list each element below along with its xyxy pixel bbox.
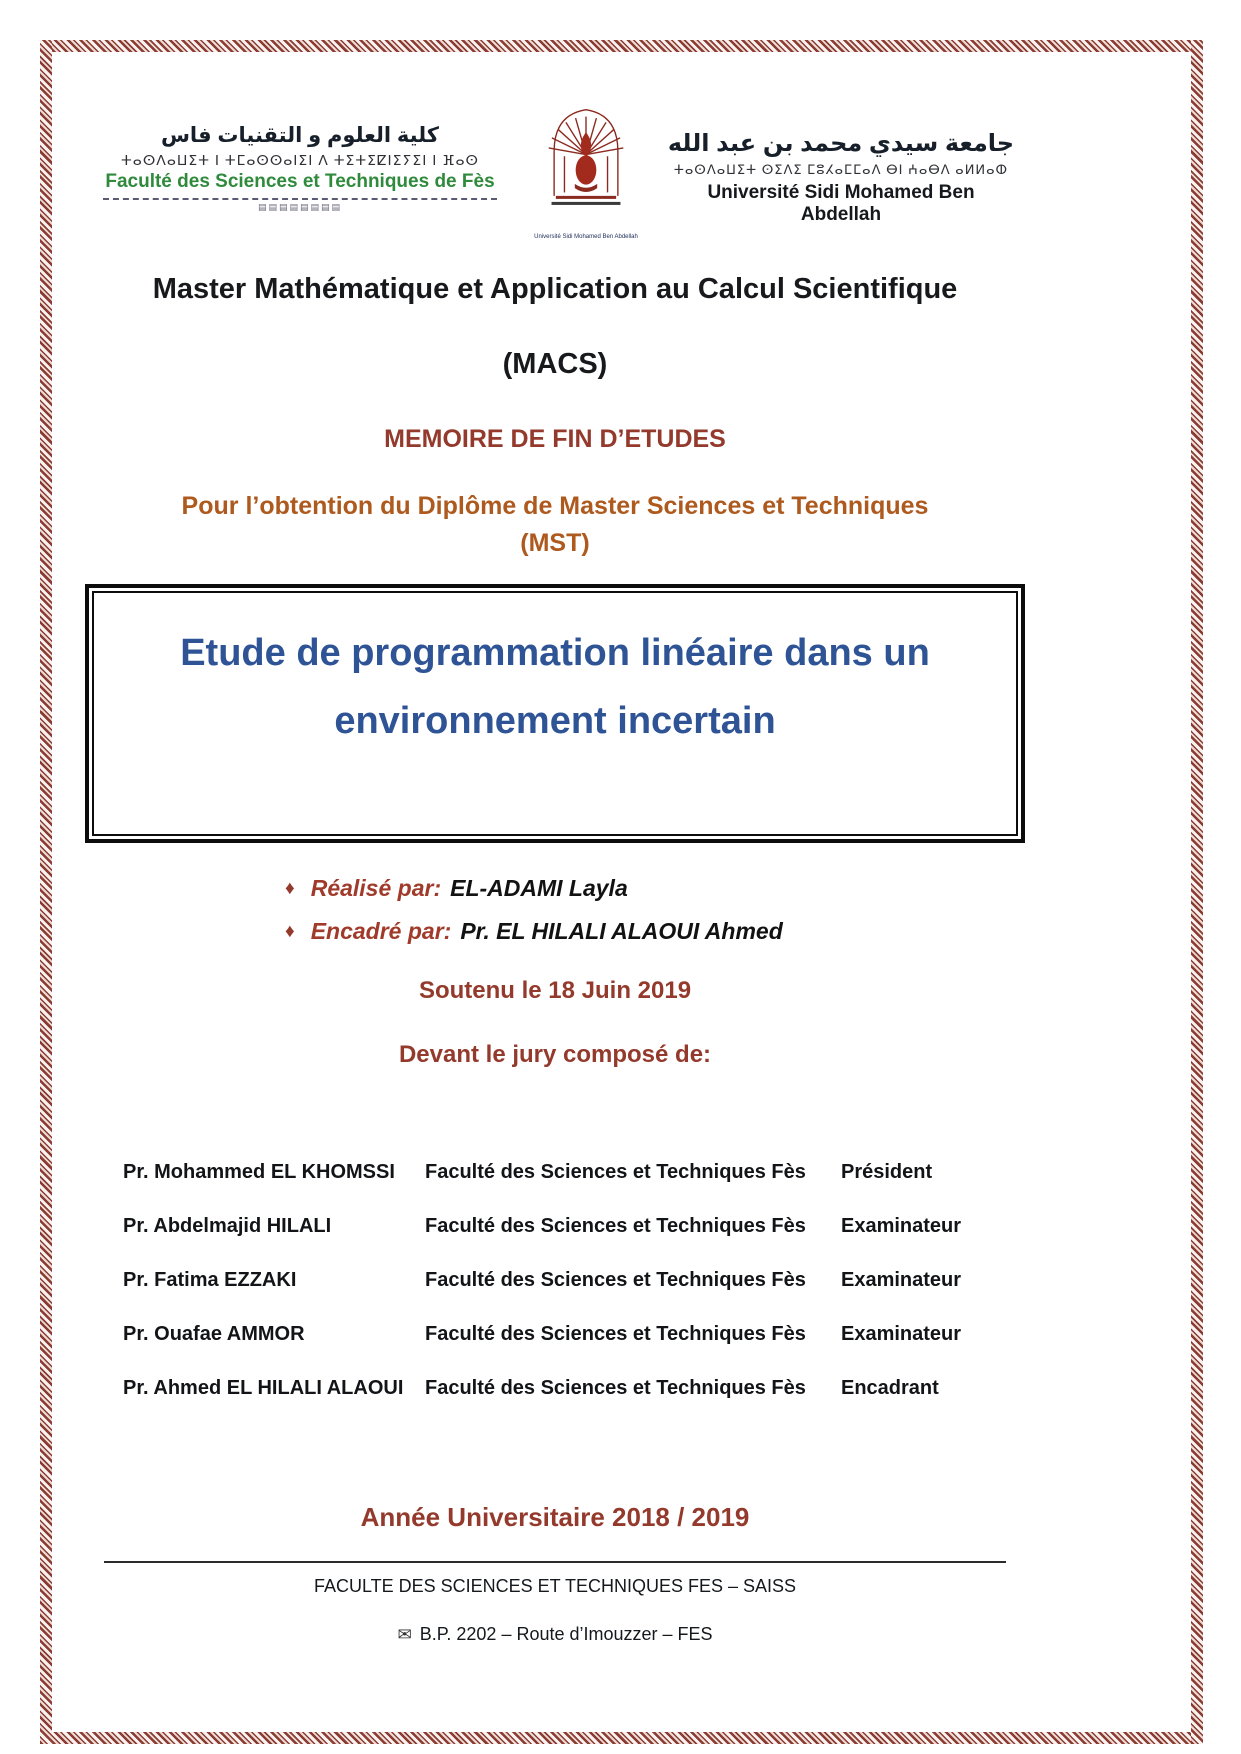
jury-member-name: Pr. Mohammed EL KHOMSSI (123, 1160, 395, 1183)
footer-divider (104, 1561, 1006, 1563)
logo-caption: Université Sidi Mohamed Ben Abdellah (534, 234, 638, 240)
jury-member-role: Encadrant (841, 1376, 939, 1399)
memoire-heading: MEMOIRE DE FIN D’ETUDES (384, 425, 726, 453)
author-name: EL-ADAMI Layla (450, 874, 628, 901)
diamond-bullet-icon: ♦ (285, 920, 295, 942)
thesis-title-box (85, 584, 1025, 843)
program-acronym: (MACS) (502, 348, 608, 380)
university-name-tifinagh: ⵜⴰⵙⴷⴰⵡⵉⵜ ⵙⵉⴷⵉ ⵎⵓⵃⴰⵎⵎⴰⴷ ⴱⵏ ⵄⴰⴱⴷ ⴰⵍⵍⴰⵀ (673, 162, 1009, 177)
faculty-name-arabic: كلية العلوم و التقنيات فاس (160, 124, 440, 147)
faculty-name-french: Faculté des Sciences et Techniques de Fès (105, 171, 495, 192)
faculty-name-tifinagh: ⵜⴰⵙⴷⴰⵡⵉⵜ ⵏ ⵜⵎⴰⵙⵙⴰⵏⵉⵏ ⴷ ⵜⵉⵜⵉⵇⵏⵉⵢⵉⵏ ⵏ ⴼⴰⵙ (121, 152, 479, 168)
jury-member-name: Pr. Ahmed EL HILALI ALAOUI (123, 1376, 404, 1399)
supervisor-row (285, 918, 1015, 945)
jury-member-role: Examinateur (841, 1268, 962, 1291)
author-label: Réalisé par: (310, 874, 442, 901)
program-title: Master Mathématique et Application au Calcul Scientifique (152, 273, 958, 305)
diamond-bullet-icon: ♦ (285, 877, 295, 899)
thesis-title-box-inner (92, 591, 1018, 836)
diploma-acronym: (MST) (520, 529, 590, 557)
university-name-arabic: جامعة سيدي محمد بن عبد الله (667, 130, 1015, 157)
mail-icon: ✉ (397, 1624, 412, 1644)
jury-member-faculty: Faculté des Sciences et Techniques Fès (425, 1376, 806, 1399)
jury-member-faculty: Faculté des Sciences et Techniques Fès (425, 1160, 806, 1183)
academic-year: Année Universitaire 2018 / 2019 (360, 1501, 750, 1532)
decorative-glyph-row: ▤▤▤▤▤▤▤▤ (257, 202, 343, 212)
author-row (285, 875, 1015, 902)
jury-member-faculty: Faculté des Sciences et Techniques Fès (425, 1268, 806, 1291)
jury-member-faculty: Faculté des Sciences et Techniques Fès (425, 1214, 806, 1237)
jury-member-name: Pr. Ouafae AMMOR (123, 1322, 305, 1345)
faculty-block (95, 95, 505, 213)
jury-heading: Devant le jury composé de: (398, 1040, 712, 1068)
jury-member-role: Examinateur (841, 1322, 962, 1345)
university-logo (527, 95, 645, 240)
defense-date: Soutenu le 18 Juin 2019 (418, 976, 692, 1004)
jury-row (123, 1269, 1015, 1292)
supervisor-label: Encadré par: (310, 917, 452, 944)
jury-table (123, 1161, 1015, 1400)
jury-row (123, 1215, 1015, 1238)
jury-row (123, 1161, 1015, 1184)
jury-member-role: Président (841, 1160, 933, 1183)
decorative-separator-line (103, 198, 497, 200)
university-block (667, 95, 1015, 226)
supervisor-name: Pr. EL HILALI ALAOUI Ahmed (460, 917, 783, 944)
jury-row (123, 1323, 1015, 1346)
header (95, 95, 1015, 247)
university-emblem-icon (530, 95, 642, 233)
jury-row (123, 1377, 1015, 1400)
footer-faculty-line: FACULTE DES SCIENCES ET TECHNIQUES FES – SAISS (313, 1575, 797, 1596)
university-name-french: Université Sidi Mohamed Ben Abdellah (707, 182, 975, 225)
people-section (285, 875, 1015, 945)
footer-address-line (95, 1624, 1015, 1645)
diploma-line: Pour l’obtention du Diplôme de Master Sciences et Techniques (181, 492, 929, 520)
jury-member-name: Pr. Fatima EZZAKI (123, 1268, 297, 1291)
jury-member-role: Examinateur (841, 1214, 962, 1237)
footer-address-text: B.P. 2202 – Route d’Imouzzer – FES (419, 1623, 713, 1644)
thesis-title: Etude de programmation linéaire dans un environnement incertain (180, 632, 930, 743)
jury-member-faculty: Faculté des Sciences et Techniques Fès (425, 1322, 806, 1345)
jury-member-name: Pr. Abdelmajid HILALI (123, 1214, 332, 1237)
